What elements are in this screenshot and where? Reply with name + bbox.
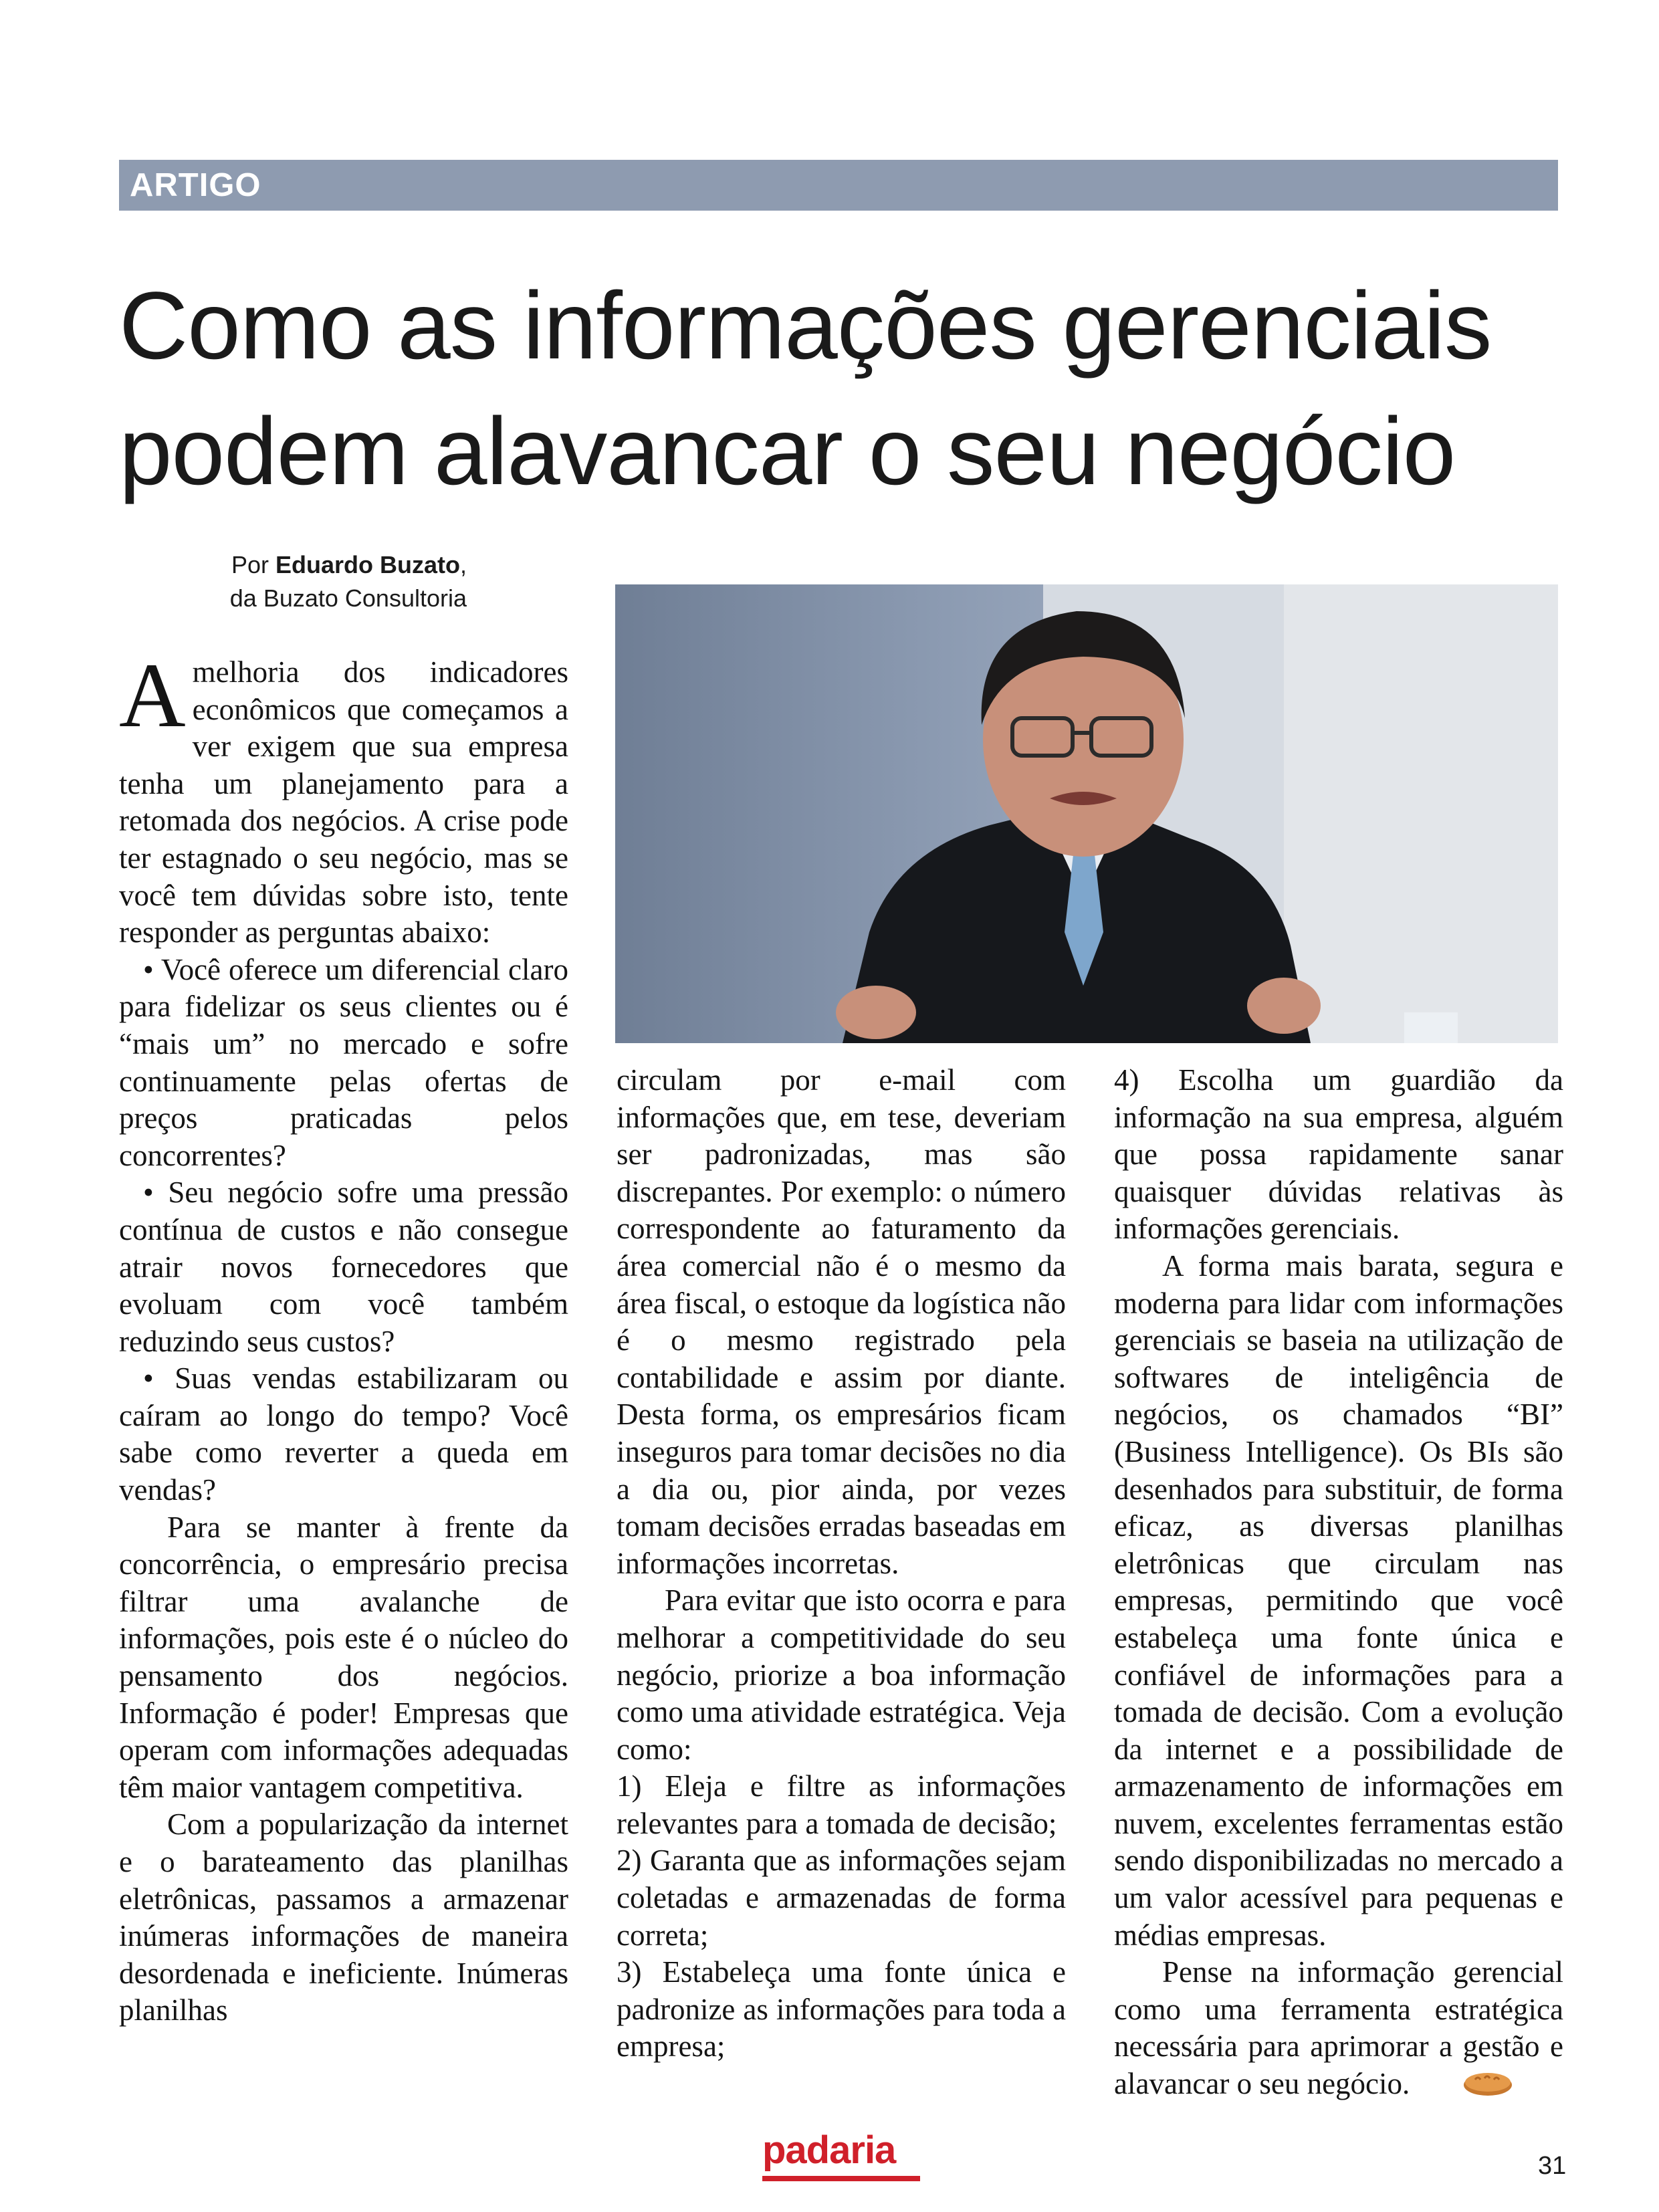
article-column-3 xyxy=(1114,1062,1563,2106)
section-bar xyxy=(119,160,1558,211)
paragraph: Para evitar que isto ocorra e para melhorar a competitividade do seu negócio, priorize a boa informação como uma atividade estratégica. Veja como: xyxy=(617,1583,1066,1766)
bread-icon xyxy=(1414,2068,1514,2106)
bullet-item: • Você oferece um diferencial claro para fidelizar os seus clientes ou é “mais um” no mercado e sofre continuamente pelas ofertas de preços praticadas pelos concorrentes? xyxy=(119,952,568,1172)
article-column-2 xyxy=(617,1062,1066,2066)
byline-company: da Buzato Consultoria xyxy=(229,584,467,612)
list-item: 4) Escolha um guardião da informação na sua empresa, alguém que possa rapidamente sanar quaisquer dúvidas relativas às informações gerenciais. xyxy=(1114,1063,1563,1246)
article-headline xyxy=(119,263,1577,515)
bullet-item: • Seu negócio sofre uma pressão contínua de custos e não consegue atrair novos fornecedores que evoluam com você também reduzindo seus custos? xyxy=(119,1176,568,1358)
list-item: 1) Eleja e filtre as informações relevantes para a tomada de decisão; xyxy=(617,1769,1066,1840)
paragraph-text: Pense na informação gerencial como uma ferramenta estratégica necessária para aprimorar a gestão e alavancar o seu negócio. xyxy=(1114,1955,1563,2101)
headline-line-1: Como as informações gerenciais xyxy=(119,273,1492,379)
byline-prefix: Por xyxy=(231,551,275,578)
paragraph-text: melhoria dos indicadores econômicos que começamos a ver exigem que sua empresa tenha um planejamento para a retomada dos negócios. A crise pode ter estagnado o seu negócio, mas se você tem dúvidas sobre isto, tente responder as perguntas abaixo: xyxy=(119,655,568,950)
paragraph: Com a popularização da internet e o barateamento das planilhas eletrônicas, passamos a armazenar inúmeras informações de maneira desordenada e ineficiente. Inúmeras planilhas xyxy=(119,1807,568,2027)
list-item: 2) Garanta que as informações sejam coletadas e armazenadas de forma correta; xyxy=(617,1844,1066,1952)
logo-underline xyxy=(762,2176,920,2181)
byline-suffix: , xyxy=(459,551,467,578)
article-column-1 xyxy=(119,644,568,2029)
magazine-logo: padaria xyxy=(762,2128,896,2172)
section-label: ARTIGO xyxy=(130,167,261,203)
drop-cap: A xyxy=(119,644,186,746)
bullet-item: • Suas vendas estabilizaram ou caíram ao longo do tempo? Você sabe como reverter a queda em vendas? xyxy=(119,1361,568,1507)
list-item: 3) Estabeleça uma fonte única e padronize as informações para toda a empresa; xyxy=(617,1955,1066,2064)
byline-author: Eduardo Buzato xyxy=(275,551,460,578)
page-number: 31 xyxy=(1538,2152,1567,2180)
paragraph: Para se manter à frente da concorrência, o empresário precisa filtrar uma avalanche de informações, pois este é o núcleo do pensamento dos negócios. Informação é poder! Empresas que operam com informações adequadas têm maior vantagem competitiva. xyxy=(119,1510,568,1804)
author-photo-illustration xyxy=(615,584,1558,1043)
byline-author-line xyxy=(119,548,467,582)
paragraph xyxy=(119,644,568,952)
author-photo xyxy=(615,584,1558,1043)
paragraph: circulam por e-mail com informações que, em tese, deveriam ser padronizadas, mas são discrepantes. Por exemplo: o número correspondente ao faturamento da área comercial não é o mesmo da área fiscal, o estoque da logística não é o mesmo registrado pela contabilidade e assim por diante. Desta forma, os empresários ficam inseguros para tomar decisões no dia a dia ou, pior ainda, por vezes tomam decisões erradas baseadas em informações incorretas. xyxy=(617,1063,1066,1580)
byline xyxy=(119,548,467,615)
headline-line-2: podem alavancar o seu negócio xyxy=(119,399,1456,505)
paragraph xyxy=(1114,1954,1563,2106)
paragraph: A forma mais barata, segura e moderna para lidar com informações gerenciais se baseia na utilização de softwares de inteligência de negócios, os chamados “BI” (Business Intelligence). Os BIs são desenhados para substituir, de forma eficaz, as diversas planilhas eletrônicas que circulam nas empresas, permitindo que você estabeleça uma fonte única e confiável de informações para a tomada de decisão. Com a evolução da internet e a possibilidade de armazenamento de informações em nuvem, excelentes ferramentas estão sendo disponibilizadas no mercado a um valor acessível para pequenas e médias empresas. xyxy=(1114,1248,1563,1952)
